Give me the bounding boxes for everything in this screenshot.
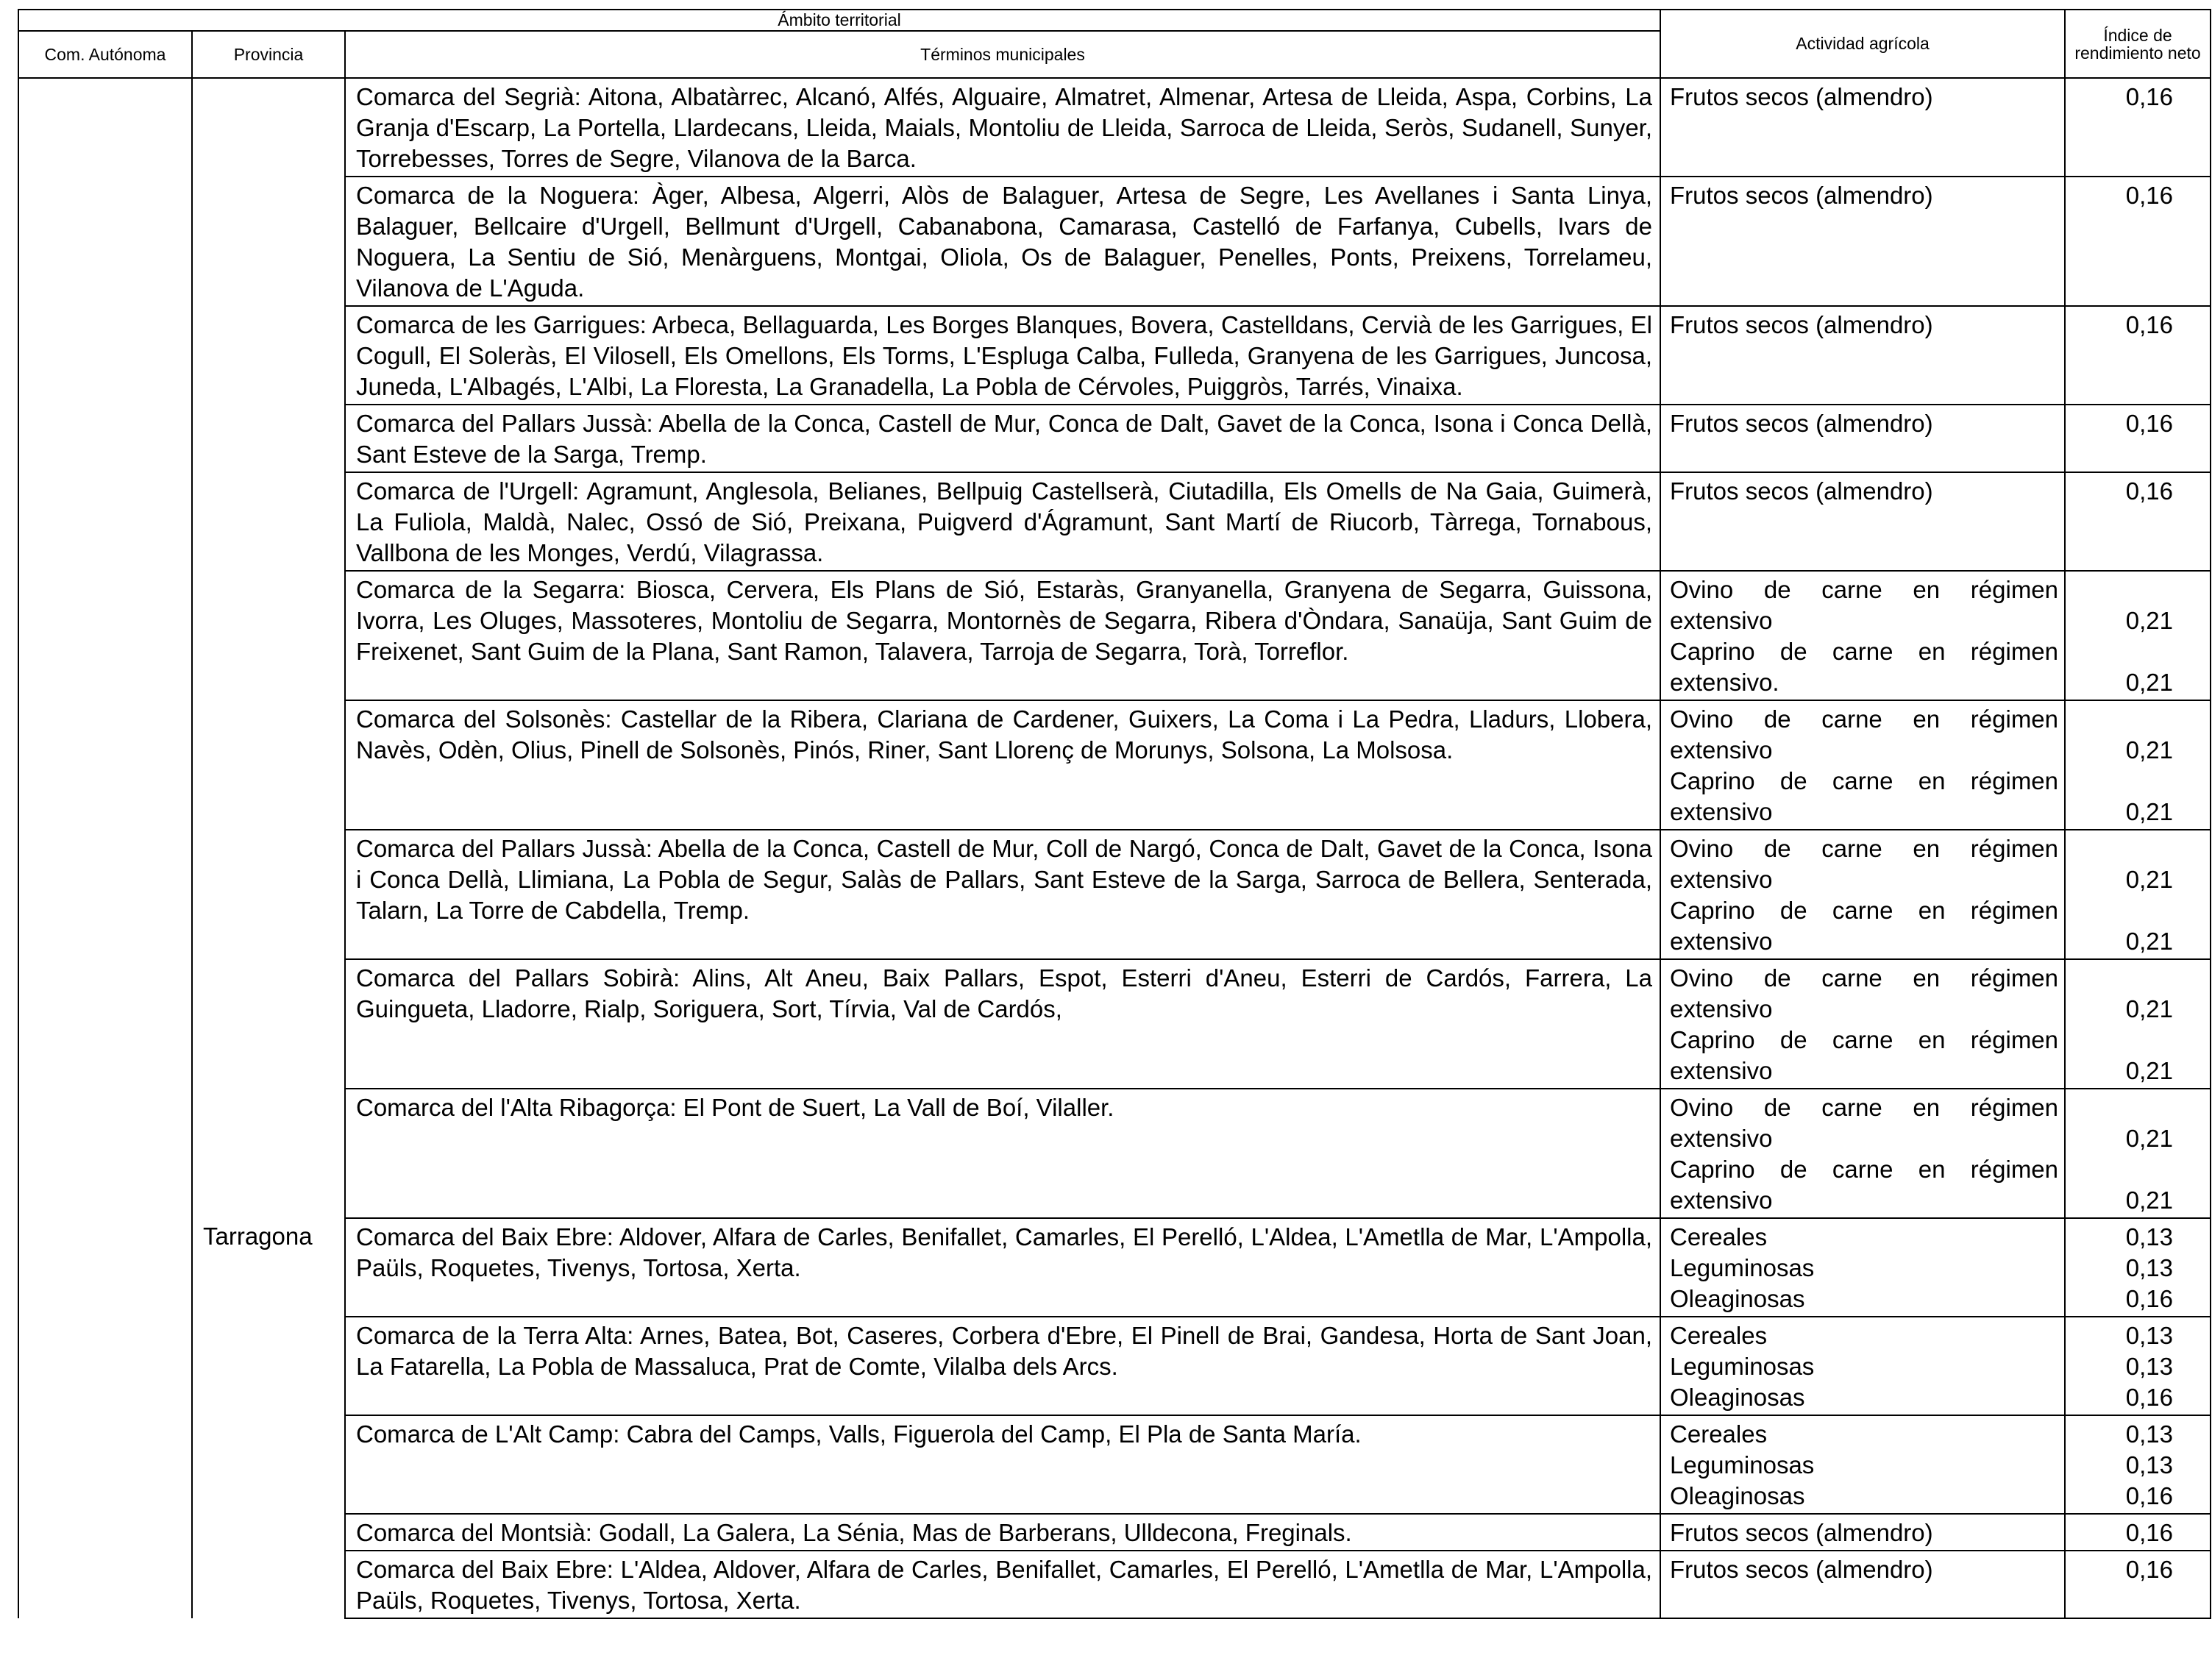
provincia-cell [192, 78, 345, 177]
com-autonoma-cell [18, 700, 192, 830]
actividad-line: Ovino de carne en régimen [1670, 1094, 2059, 1121]
actividad-line: Caprino de carne en régimen [1670, 1026, 2059, 1053]
provincia-header: Provincia [192, 31, 345, 78]
indice-value: 0,16 [2125, 410, 2174, 437]
actividad-line: Ovino de carne en régimen [1670, 705, 2059, 733]
actividad-line: extensivo [1670, 607, 1773, 634]
indice-value: 0,21 [2125, 736, 2174, 764]
com-autonoma-cell [18, 306, 192, 405]
indice-value: 0,13 [2125, 1322, 2174, 1349]
indice-value: 0,21 [2125, 1186, 2174, 1214]
indice-rendimiento-cell [2065, 571, 2211, 700]
table-row [18, 1514, 2211, 1551]
terminos-municipales-cell: Comarca del Pallars Jussà: Abella de la Conca, Castell de Mur, Conca de Dalt, Gavet de la Conca, Isona i Conca Dellà, Sant Esteve de la Sarga, Tremp. [345, 405, 1660, 472]
provincia-cell [192, 1514, 345, 1551]
actividad-line: Caprino de carne en régimen [1670, 767, 2059, 794]
indice-rendimiento-cell [2065, 78, 2211, 177]
com-autonoma-header: Com. Autónoma [18, 31, 192, 78]
provincia-cell [192, 830, 345, 959]
indice-rendimiento-cell [2065, 1514, 2211, 1551]
com-autonoma-cell [18, 830, 192, 959]
actividad-agricola-cell [1660, 1317, 2065, 1415]
actividad-line: Ovino de carne en régimen [1670, 964, 2059, 992]
terminos-municipales-cell: Comarca del Pallars Sobirà: Alins, Alt Aneu, Baix Pallars, Espot, Esterri d'Aneu, Esterri de Cardós, Farrera, La Guingueta, Lladorre, Rialp, Soriguera, Sort, Tírvia, Val de Cardós, [345, 959, 1660, 1089]
actividad-agricola-cell [1660, 700, 2065, 830]
indice-rendimiento-cell [2065, 405, 2211, 472]
provincia-cell: Tarragona [192, 1218, 345, 1317]
actividad-line: Ovino de carne en régimen [1670, 576, 2059, 603]
indice-value: 0,21 [2125, 1125, 2174, 1152]
indice-rendimiento-cell [2065, 830, 2211, 959]
com-autonoma-cell [18, 78, 192, 177]
terminos-municipales-cell: Comarca del Montsià: Godall, La Galera, La Sénia, Mas de Barberans, Ulldecona, Freginals. [345, 1514, 1660, 1551]
table-row [18, 306, 2211, 405]
indice-value: 0,16 [2125, 477, 2174, 505]
actividad-line: Frutos secos (almendro) [1670, 477, 1933, 505]
actividad-line: Frutos secos (almendro) [1670, 311, 1933, 338]
actividad-line: extensivo [1670, 1057, 1773, 1084]
indice-value: 0,13 [2125, 1451, 2174, 1479]
com-autonoma-cell [18, 959, 192, 1089]
indice-rendimiento-cell [2065, 959, 2211, 1089]
indice-rendimiento-cell [2065, 1415, 2211, 1514]
actividad-line: Ovino de carne en régimen [1670, 835, 2059, 862]
indice-value: 0,13 [2125, 1223, 2174, 1250]
actividad-line: Oleaginosas [1670, 1384, 1805, 1411]
actividad-line: Caprino de carne en régimen [1670, 638, 2059, 665]
actividad-agricola-cell [1660, 571, 2065, 700]
terminos-municipales-cell: Comarca del Baix Ebre: Aldover, Alfara de Carles, Benifallet, Camarles, El Perelló, L'Aldea, L'Ametlla de Mar, L'Ampolla, Paüls, Roquetes, Tivenys, Tortosa, Xerta. [345, 1218, 1660, 1317]
provincia-cell [192, 1551, 345, 1618]
com-autonoma-cell [18, 405, 192, 472]
actividad-agricola-cell [1660, 1514, 2065, 1551]
table-row [18, 830, 2211, 959]
table-row [18, 1089, 2211, 1218]
actividad-agricola-cell [1660, 177, 2065, 306]
terminos-municipales-cell: Comarca de la Segarra: Biosca, Cervera, Els Plans de Sió, Estaràs, Granyanella, Granyena de Segarra, Guissona, Ivorra, Les Oluges, Massoteres, Montoliu de Segarra, Montornès de Segarra, Ribera d'Òndara, Sanaüja, Sant Guim de Freixenet, Sant Guim de la Plana, Sant Ramon, Talavera, Tarroja de Segarra, Torà, Torreflor. [345, 571, 1660, 700]
actividad-agricola-header: Actividad agrícola [1660, 10, 2065, 78]
indice-rendimiento-cell [2065, 1317, 2211, 1415]
rendimiento-table [18, 9, 2211, 1619]
com-autonoma-cell [18, 1415, 192, 1514]
terminos-municipales-cell: Comarca de la Terra Alta: Arnes, Batea, Bot, Caseres, Corbera d'Ebre, El Pinell de Brai, Gandesa, Horta de Sant Joan, La Fatarella, La Pobla de Massaluca, Prat de Comte, Vilalba dels Arcs. [345, 1317, 1660, 1415]
indice-value: 0,21 [2125, 928, 2174, 955]
provincia-cell [192, 306, 345, 405]
indice-value: 0,16 [2125, 1482, 2174, 1509]
actividad-agricola-cell [1660, 1089, 2065, 1218]
provincia-cell [192, 959, 345, 1089]
indice-rendimiento-cell [2065, 306, 2211, 405]
provincia-cell [192, 1415, 345, 1514]
actividad-line: Leguminosas [1670, 1353, 1815, 1380]
actividad-line: Caprino de carne en régimen [1670, 1156, 2059, 1183]
table-row [18, 1317, 2211, 1415]
com-autonoma-cell [18, 177, 192, 306]
com-autonoma-cell [18, 472, 192, 571]
actividad-line: Caprino de carne en régimen [1670, 897, 2059, 924]
actividad-agricola-cell [1660, 959, 2065, 1089]
actividad-line: extensivo [1670, 995, 1773, 1022]
indice-value: 0,16 [2125, 83, 2174, 110]
provincia-cell [192, 472, 345, 571]
actividad-agricola-cell [1660, 1218, 2065, 1317]
indice-value: 0,21 [2125, 669, 2174, 696]
indice-rendimiento-cell [2065, 177, 2211, 306]
terminos-municipales-cell: Comarca del Baix Ebre: L'Aldea, Aldover, Alfara de Carles, Benifallet, Camarles, El Perelló, L'Ametlla de Mar, L'Ampolla, Paüls, Roquetes, Tivenys, Tortosa, Xerta. [345, 1551, 1660, 1618]
terminos-municipales-cell: Comarca de la Noguera: Àger, Albesa, Algerri, Alòs de Balaguer, Artesa de Segre, Les Avellanes i Santa Linya, Balaguer, Bellcaire d'Urgell, Bellmunt d'Urgell, Cabanabona, Camarasa, Castelló de Farfanya, Cubells, Ivars de Noguera, La Sentiu de Sió, Menàrguens, Montgai, Oliola, Os de Balaguer, Penelles, Ponts, Preixens, Torrelameu, Vilanova de L'Aguda. [345, 177, 1660, 306]
table-row [18, 472, 2211, 571]
actividad-agricola-cell [1660, 405, 2065, 472]
provincia-cell [192, 1089, 345, 1218]
indice-rendimiento-cell [2065, 1089, 2211, 1218]
table-row [18, 1218, 2211, 1317]
actividad-line: Frutos secos (almendro) [1670, 410, 1933, 437]
indice-value: 0,21 [2125, 866, 2174, 893]
com-autonoma-cell [18, 1089, 192, 1218]
actividad-line: Leguminosas [1670, 1451, 1815, 1479]
indice-value: 0,21 [2125, 798, 2174, 825]
indice-rendimiento-cell [2065, 700, 2211, 830]
actividad-line: Cereales [1670, 1223, 1768, 1250]
provincia-cell [192, 177, 345, 306]
table-row [18, 1415, 2211, 1514]
actividad-line: Cereales [1670, 1420, 1768, 1448]
com-autonoma-cell [18, 571, 192, 700]
actividad-line: extensivo [1670, 866, 1773, 893]
ambito-territorial-header: Ámbito territorial [18, 10, 1660, 31]
header-row-1 [18, 10, 2211, 31]
actividad-line: Frutos secos (almendro) [1670, 1556, 1933, 1583]
actividad-line: extensivo [1670, 736, 1773, 764]
terminos-municipales-cell: Comarca del l'Alta Ribagorça: El Pont de Suert, La Vall de Boí, Vilaller. [345, 1089, 1660, 1218]
actividad-line: extensivo. [1670, 669, 1779, 696]
indice-value: 0,16 [2125, 1285, 2174, 1312]
table-row [18, 1551, 2211, 1618]
terminos-municipales-cell: Comarca del Solsonès: Castellar de la Ribera, Clariana de Cardener, Guixers, La Coma i La Pedra, Lladurs, Llobera, Navès, Odèn, Olius, Pinell de Solsonès, Pinós, Riner, Sant Llorenç de Morunys, Solsona, La Molsosa. [345, 700, 1660, 830]
indice-value: 0,13 [2125, 1353, 2174, 1380]
actividad-line: Oleaginosas [1670, 1482, 1805, 1509]
actividad-line: Frutos secos (almendro) [1670, 182, 1933, 209]
com-autonoma-cell [18, 1218, 192, 1317]
actividad-line: Leguminosas [1670, 1254, 1815, 1281]
table-row [18, 405, 2211, 472]
document-table-container [18, 9, 2210, 1619]
actividad-agricola-cell [1660, 472, 2065, 571]
indice-rendimiento-header: Índice de rendimiento neto [2065, 10, 2211, 78]
table-row [18, 78, 2211, 177]
actividad-line: Frutos secos (almendro) [1670, 1519, 1933, 1546]
actividad-agricola-cell [1660, 306, 2065, 405]
indice-value: 0,21 [2125, 607, 2174, 634]
actividad-agricola-cell [1660, 1551, 2065, 1618]
actividad-line: extensivo [1670, 928, 1773, 955]
terminos-municipales-header: Términos municipales [345, 31, 1660, 78]
provincia-cell [192, 700, 345, 830]
terminos-municipales-cell: Comarca de L'Alt Camp: Cabra del Camps, Valls, Figuerola del Camp, El Pla de Santa María. [345, 1415, 1660, 1514]
indice-rendimiento-cell [2065, 1551, 2211, 1618]
provincia-cell [192, 571, 345, 700]
com-autonoma-cell [18, 1514, 192, 1551]
actividad-line: extensivo [1670, 1186, 1773, 1214]
table-body [18, 78, 2211, 1618]
indice-rendimiento-cell [2065, 1218, 2211, 1317]
actividad-line: Oleaginosas [1670, 1285, 1805, 1312]
table-row [18, 959, 2211, 1089]
actividad-agricola-cell [1660, 78, 2065, 177]
provincia-cell [192, 1317, 345, 1415]
actividad-agricola-cell [1660, 1415, 2065, 1514]
actividad-line: Frutos secos (almendro) [1670, 83, 1933, 110]
actividad-agricola-cell [1660, 830, 2065, 959]
terminos-municipales-cell: Comarca del Segrià: Aitona, Albatàrrec, Alcanó, Alfés, Alguaire, Almatret, Almenar, Artesa de Lleida, Aspa, Corbins, La Granja d'Escarp, La Portella, Llardecans, Lleida, Maials, Montoliu de Lleida, Sarroca de Lleida, Seròs, Sudanell, Sunyer, Torrebesses, Torres de Segre, Vilanova de la Barca. [345, 78, 1660, 177]
indice-value: 0,16 [2125, 311, 2174, 338]
com-autonoma-cell [18, 1551, 192, 1618]
table-row [18, 571, 2211, 700]
terminos-municipales-cell: Comarca de les Garrigues: Arbeca, Bellaguarda, Les Borges Blanques, Bovera, Castelldans, Cervià de les Garrigues, El Cogull, El Soleràs, El Vilosell, Els Omellons, Els Torms, L'Espluga Calba, Fulleda, Granyena de les Garrigues, Juncosa, Juneda, L'Albagés, L'Albi, La Floresta, La Granadella, La Pobla de Cérvoles, Puiggròs, Tarrés, Vinaixa. [345, 306, 1660, 405]
indice-value: 0,13 [2125, 1254, 2174, 1281]
table-row [18, 700, 2211, 830]
indice-value: 0,13 [2125, 1420, 2174, 1448]
actividad-line: extensivo [1670, 1125, 1773, 1152]
actividad-line: extensivo [1670, 798, 1773, 825]
indice-value: 0,21 [2125, 1057, 2174, 1084]
indice-value: 0,16 [2125, 1384, 2174, 1411]
indice-rendimiento-cell [2065, 472, 2211, 571]
indice-value: 0,16 [2125, 1556, 2174, 1583]
terminos-municipales-cell: Comarca de l'Urgell: Agramunt, Anglesola, Belianes, Bellpuig Castellserà, Ciutadilla, Els Omells de Na Gaia, Guimerà, La Fuliola, Maldà, Nalec, Ossó de Sió, Preixana, Puigverd d'Ágramunt, Sant Martí de Riucorb, Tàrrega, Tornabous, Vallbona de les Monges, Verdú, Vilagrassa. [345, 472, 1660, 571]
indice-value: 0,16 [2125, 182, 2174, 209]
com-autonoma-cell [18, 1317, 192, 1415]
indice-value: 0,21 [2125, 995, 2174, 1022]
actividad-line: Cereales [1670, 1322, 1768, 1349]
indice-value: 0,16 [2125, 1519, 2174, 1546]
terminos-municipales-cell: Comarca del Pallars Jussà: Abella de la Conca, Castell de Mur, Coll de Nargó, Conca de Dalt, Gavet de la Conca, Isona i Conca Dellà, Llimiana, La Pobla de Segur, Salàs de Pallars, Sant Esteve de la Sarga, Sarroca de Bellera, Senterada, Talarn, La Torre de Cabdella, Tremp. [345, 830, 1660, 959]
provincia-cell [192, 405, 345, 472]
table-row [18, 177, 2211, 306]
